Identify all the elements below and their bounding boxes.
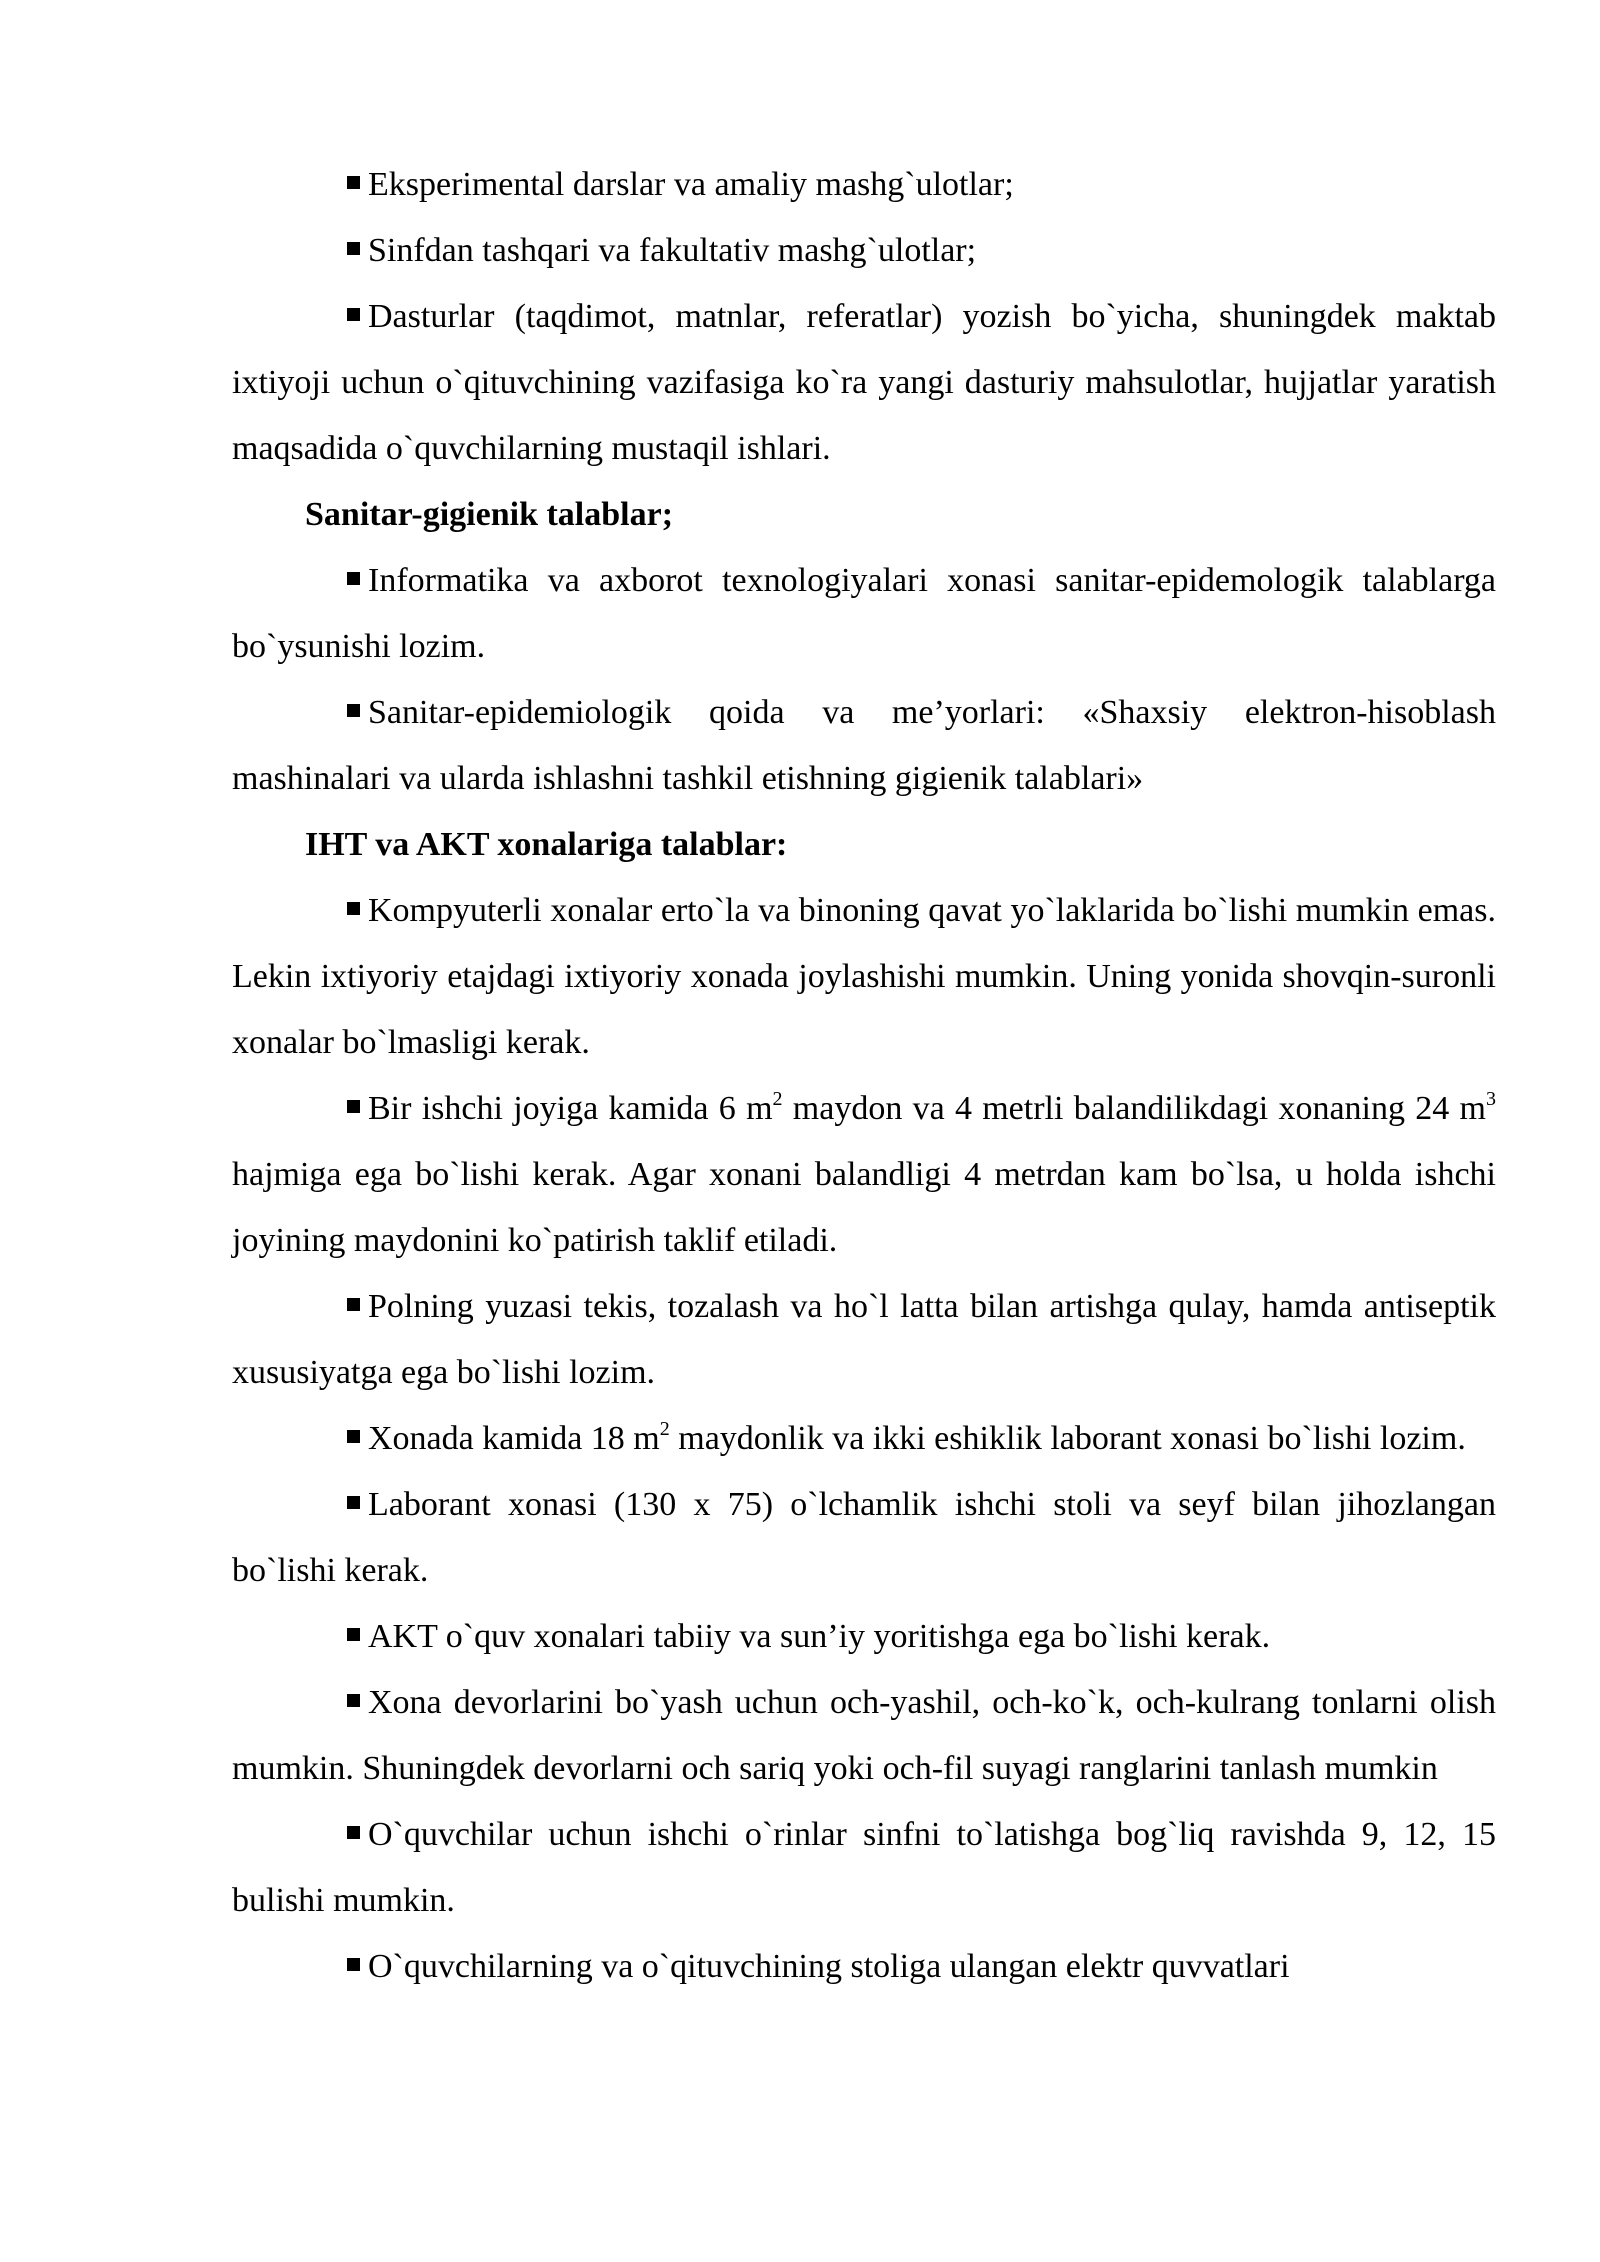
- square-bullet-icon: [347, 1628, 360, 1641]
- square-bullet-icon: [347, 308, 360, 321]
- square-bullet-icon: [347, 902, 360, 915]
- section-heading: IHT va AKT xonalariga talablar:: [305, 826, 788, 863]
- list-item: Eksperimental darslar va amaliy mashg`ulotlar;: [232, 152, 1496, 218]
- list-item: Polning yuzasi tekis, tozalash va ho`l latta bilan artishga qulay, hamda antiseptik xususiyatga ega bo`lishi lozim.: [232, 1288, 1496, 1391]
- list-item: Sanitar-epidemiologik qoida va me’yorlari: «Shaxsiy elektron-hisoblash mashinalari va ularda ishlashni tashkil etishning gigienik talablari»: [232, 694, 1496, 797]
- list-item: Laborant xonasi (130 x 75) o`lchamlik ishchi stoli va seyf bilan jihozlangan bo`lishi kerak.: [232, 1486, 1496, 1589]
- list-item: O`quvchilarning va o`qituvchining stoliga ulangan elektr quvvatlari: [232, 1934, 1496, 2000]
- list-item: O`quvchilar uchun ishchi o`rinlar sinfni to`latishga bog`liq ravishda 9, 12, 15 bulishi mumkin.: [232, 1816, 1496, 1919]
- list-item: Informatika va axborot texnologiyalari xonasi sanitar-epidemologik talablarga bo`ysunishi lozim.: [232, 562, 1496, 665]
- square-bullet-icon: [347, 1694, 360, 1707]
- list-item: Kompyuterli xonalar erto`la va binoning qavat yo`laklarida bo`lishi mumkin emas. Lekin ixtiyoriy etajdagi ixtiyoriy xonada joylashishi mumkin. Uning yonida shovqin-suronli xonalar bo`lmasligi kerak.: [232, 892, 1496, 1061]
- list-item: Sinfdan tashqari va fakultativ mashg`ulotlar;: [232, 218, 1496, 284]
- list-item: Dasturlar (taqdimot, matnlar, referatlar) yozish bo`yicha, shuningdek maktab ixtiyoji uchun o`qituvchining vazifasiga ko`ra yangi dasturiy mahsulotlar, hujjatlar yaratish maqsadida o`quvchilarning mustaqil ishlari.: [232, 298, 1496, 467]
- square-bullet-icon: [347, 704, 360, 717]
- square-bullet-icon: [347, 1826, 360, 1839]
- square-bullet-icon: [347, 572, 360, 585]
- section-heading: Sanitar-gigienik talablar;: [305, 496, 674, 533]
- list-item: Xonada kamida 18 $m^2$ maydonlik va ikki eshiklik laborant xonasi bo`lishi lozim.: [232, 1406, 1496, 1472]
- superscript: 2: [772, 1088, 783, 1110]
- list-item: Xona devorlarini bo`yash uchun och-yashil, och-ko`k, och-kulrang tonlarni olish mumkin. Shuningdek devorlarni och sariq yoki och-fil suyagi ranglarini tanlash mumkin: [232, 1684, 1496, 1787]
- superscript: 2: [659, 1418, 670, 1440]
- square-bullet-icon: [347, 1430, 360, 1443]
- square-bullet-icon: [347, 242, 360, 255]
- square-bullet-icon: [347, 1496, 360, 1509]
- square-bullet-icon: [347, 1958, 360, 1971]
- square-bullet-icon: [347, 176, 360, 189]
- document-body: [232, 152, 1496, 2000]
- list-item: Bir ishchi joyiga kamida 6 $m^2$ maydon va 4 metrli balandilikdagi xonaning 24 $m^3$ hajmiga ega bo`lishi kerak. Agar xonani balandligi 4 metrdan kam bo`lsa, u holda ishchi joyining maydonini ko`patirish taklif etiladi.: [232, 1088, 1496, 1259]
- list-item: AKT o`quv xonalari tabiiy va sun’iy yoritishga ega bo`lishi kerak.: [232, 1604, 1496, 1670]
- superscript: 3: [1485, 1088, 1496, 1110]
- square-bullet-icon: [347, 1100, 360, 1113]
- square-bullet-icon: [347, 1298, 360, 1311]
